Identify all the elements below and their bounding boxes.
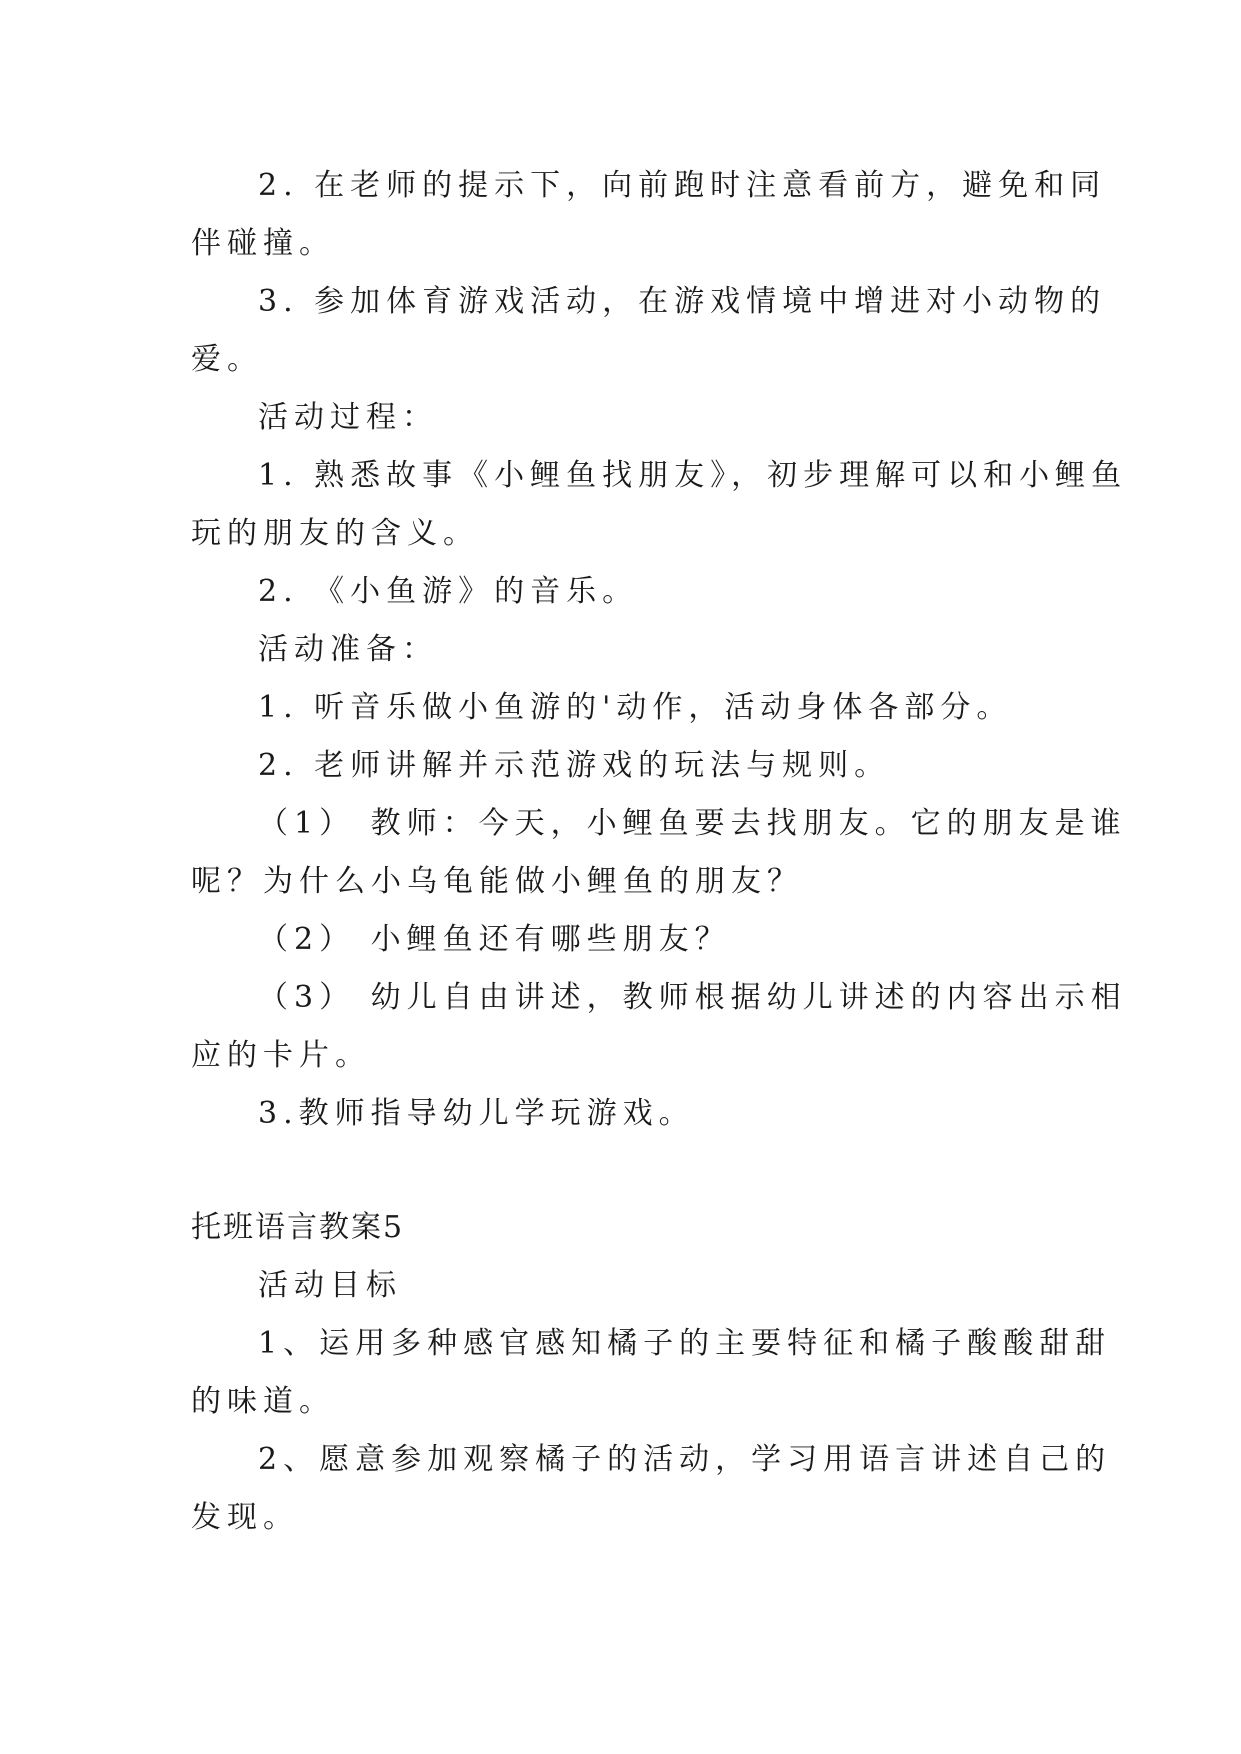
paragraph-line: 2. 在老师的提示下，向前跑时注意看前方，避免和同 bbox=[258, 168, 1107, 203]
section-heading: 托班语言教案5 bbox=[191, 1210, 405, 1245]
paragraph-line: 发现。 bbox=[191, 1500, 299, 1535]
paragraph-line: 1. 熟悉故事《小鲤鱼找朋友》，初步理解可以和小鲤鱼 bbox=[258, 458, 1128, 493]
section-label: 活动目标 bbox=[258, 1268, 402, 1303]
paragraph-line: 1. 听音乐做小鱼游的'动作，活动身体各部分。 bbox=[258, 690, 1013, 725]
paragraph-line: 玩的朋友的含义。 bbox=[191, 516, 479, 551]
paragraph-line: 伴碰撞。 bbox=[191, 226, 335, 261]
paragraph-line: 呢？为什么小乌龟能做小鲤鱼的朋友？ bbox=[191, 864, 803, 899]
section-label: 活动过程： bbox=[258, 400, 438, 435]
paragraph-line: 3.教师指导幼儿学玩游戏。 bbox=[258, 1096, 695, 1131]
paragraph-line: 3. 参加体育游戏活动，在游戏情境中增进对小动物的 bbox=[258, 284, 1107, 319]
paragraph-line: （2） 小鲤鱼还有哪些朋友？ bbox=[258, 922, 731, 957]
paragraph-line: （3） 幼儿自由讲述，教师根据幼儿讲述的内容出示相 bbox=[258, 980, 1127, 1015]
paragraph-line: 2、愿意参加观察橘子的活动，学习用语言讲述自己的 bbox=[258, 1442, 1112, 1477]
paragraph-line: 的味道。 bbox=[191, 1384, 335, 1419]
section-label: 活动准备： bbox=[258, 632, 438, 667]
paragraph-line: 1、运用多种感官感知橘子的主要特征和橘子酸酸甜甜 bbox=[258, 1326, 1112, 1361]
paragraph-line: 应的卡片。 bbox=[191, 1038, 371, 1073]
paragraph-line: 爱。 bbox=[191, 342, 263, 377]
paragraph-line: 2. 《小鱼游》的音乐。 bbox=[258, 574, 639, 609]
paragraph-line: 2. 老师讲解并示范游戏的玩法与规则。 bbox=[258, 748, 891, 783]
paragraph-line: （1） 教师：今天，小鲤鱼要去找朋友。它的朋友是谁 bbox=[258, 806, 1127, 841]
